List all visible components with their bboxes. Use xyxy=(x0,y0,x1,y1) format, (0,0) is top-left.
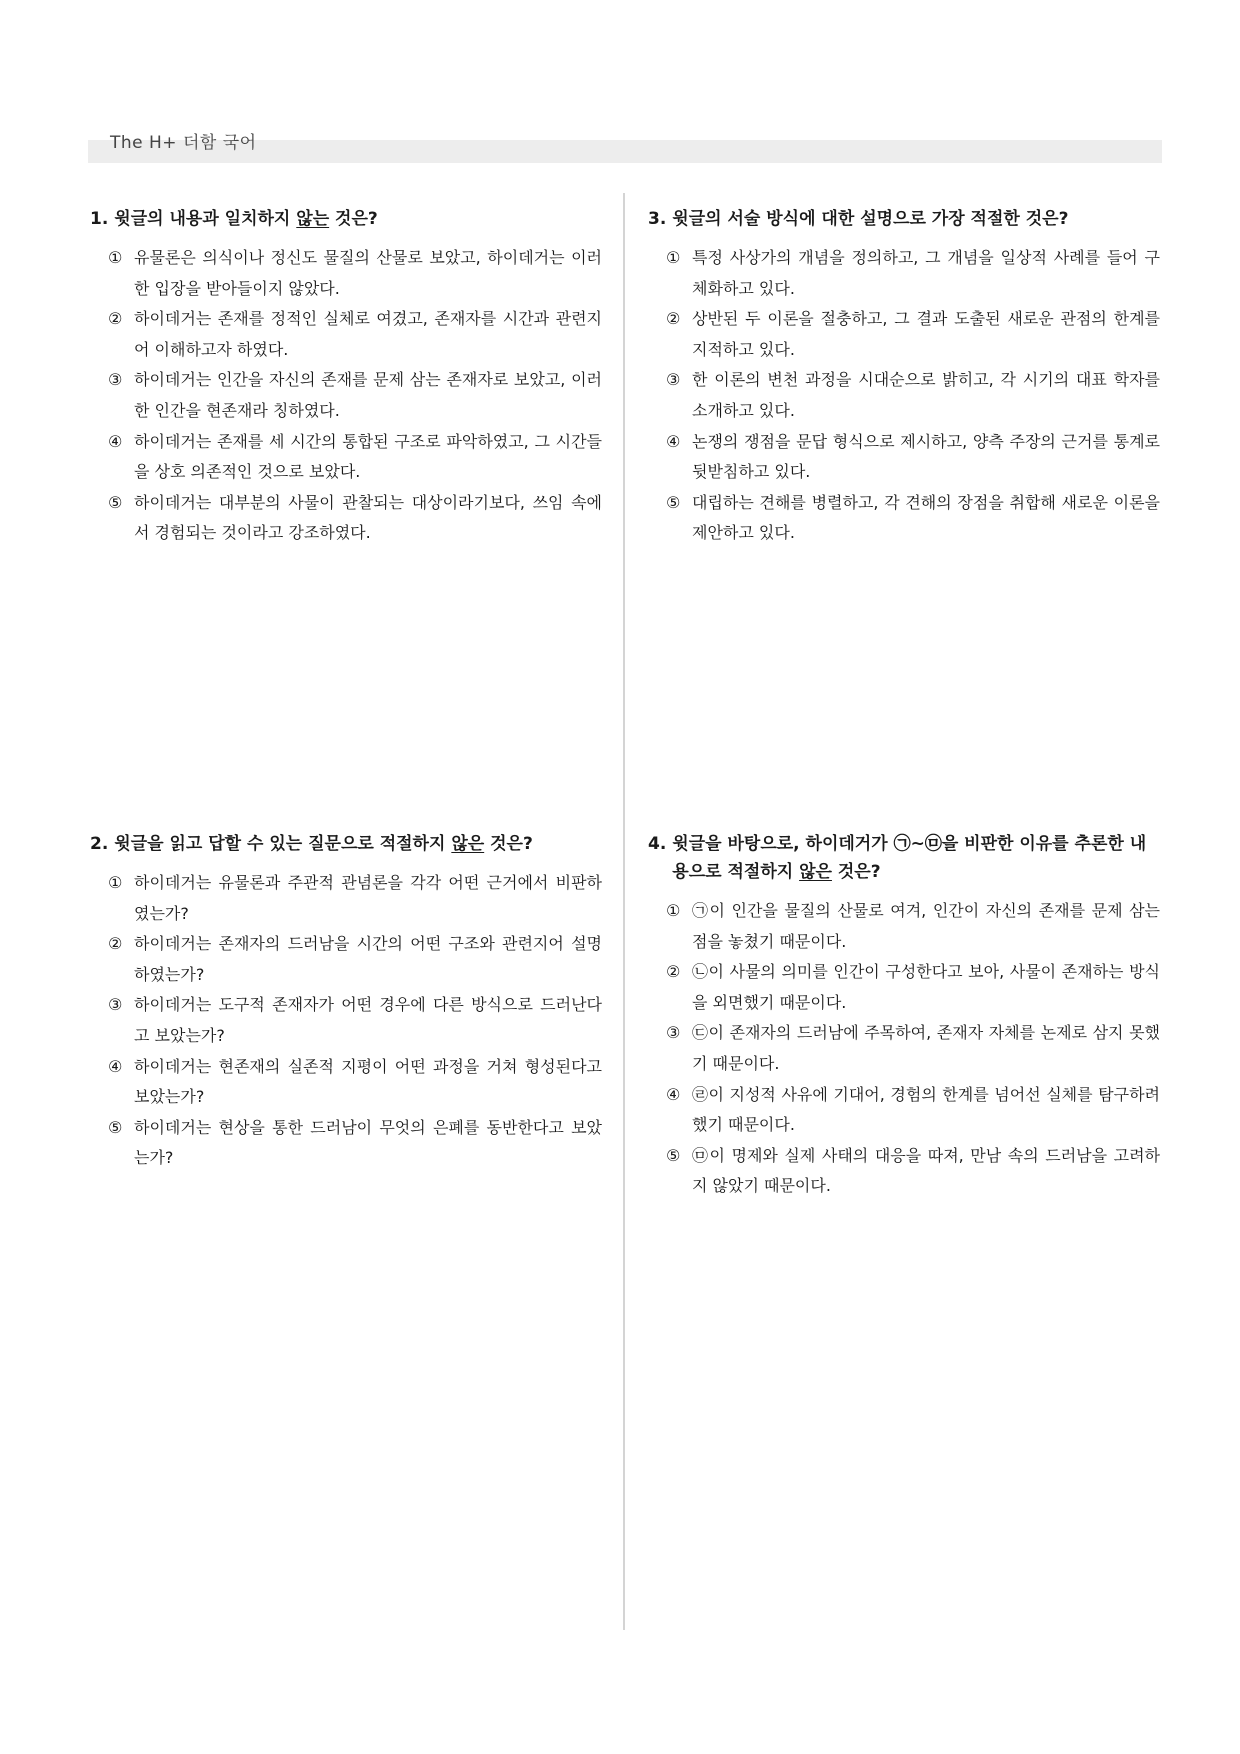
column-divider xyxy=(623,193,625,1630)
choice-4[interactable] xyxy=(90,1052,602,1113)
choice-text: 하이데거는 도구적 존재자가 어떤 경우에 다른 방식으로 드러난다고 보았는가? xyxy=(134,995,602,1045)
stem-underlined-word: 않은 xyxy=(451,834,485,854)
question-4-stem-text xyxy=(672,830,1160,886)
choice-1[interactable] xyxy=(90,243,602,304)
question-2-stem xyxy=(90,830,602,858)
stem-text-post: 것은? xyxy=(484,834,533,854)
choice-text: 하이데거는 대부분의 사물이 관찰되는 대상이라기보다, 쓰임 속에서 경험되는 것이라고 강조하였다. xyxy=(134,492,602,543)
choice-text: 한 이론의 변천 과정을 시대순으로 밝히고, 각 시기의 대표 학자를 소개하고 있다. xyxy=(692,370,1160,420)
choice-marker: ② xyxy=(666,962,681,982)
choice-3[interactable] xyxy=(648,365,1160,426)
choice-text: 하이데거는 현상을 통한 드러남이 무엇의 은폐를 동반한다고 보았는가? xyxy=(134,1117,602,1168)
choice-2[interactable] xyxy=(648,304,1160,365)
choice-text: ㉠이 인간을 물질의 산물로 여겨, 인간이 자신의 존재를 문제 삼는 점을 놓쳤기 때문이다. xyxy=(692,901,1160,951)
choice-marker: ① xyxy=(666,901,681,920)
stem-text-pre: 윗글의 내용과 일치하지 xyxy=(114,209,297,229)
choice-text: 상반된 두 이론을 절충하고, 그 결과 도출된 새로운 관점의 한계를 지적하고 있다. xyxy=(692,309,1160,359)
choice-marker: ⑤ xyxy=(108,492,123,512)
choice-marker: ⑤ xyxy=(666,1145,681,1165)
question-1-number: 1. xyxy=(90,209,109,229)
choice-marker: ③ xyxy=(666,1023,681,1043)
choice-4[interactable] xyxy=(90,427,602,488)
choice-marker: ② xyxy=(666,309,681,329)
choice-2[interactable] xyxy=(90,929,602,990)
choice-2[interactable] xyxy=(90,304,602,365)
choice-text: ㉣이 지성적 사유에 기대어, 경험의 한계를 넘어선 실체를 탐구하려 했기 때문이다. xyxy=(692,1084,1160,1135)
question-3-number: 3. xyxy=(648,209,667,229)
choice-marker: ④ xyxy=(108,1056,123,1076)
choice-text: 하이데거는 유물론과 주관적 관념론을 각각 어떤 근거에서 비판하였는가? xyxy=(134,873,602,923)
question-3-stem xyxy=(648,205,1160,233)
choice-text: ㉤이 명제와 실제 사태의 대응을 따져, 만남 속의 드러남을 고려하지 않았기 때문이다. xyxy=(692,1145,1160,1196)
question-4-number: 4. xyxy=(648,834,667,854)
choice-text: 하이데거는 존재를 세 시간의 통합된 구조로 파악하였고, 그 시간들을 상호 의존적인 것으로 보았다. xyxy=(134,431,602,482)
choice-text: 하이데거는 존재자의 드러남을 시간의 어떤 구조와 관련지어 설명하였는가? xyxy=(134,934,602,984)
question-1-stem xyxy=(90,205,602,233)
choice-2[interactable] xyxy=(648,957,1160,1018)
choice-1[interactable] xyxy=(648,896,1160,957)
choice-text: ㉡이 사물의 의미를 인간이 구성한다고 보아, 사물이 존재하는 방식을 외면했기 때문이다. xyxy=(692,962,1160,1012)
question-2 xyxy=(90,830,602,1174)
question-4-stem xyxy=(648,830,1160,886)
choice-marker: ① xyxy=(108,248,123,267)
question-2-stem-text xyxy=(114,830,602,858)
choice-5[interactable] xyxy=(90,488,602,549)
choice-text: 특정 사상가의 개념을 정의하고, 그 개념을 일상적 사례를 들어 구체화하고 있다. xyxy=(692,248,1160,298)
stem-text-pre: 윗글을 읽고 답할 수 있는 질문으로 적절하지 xyxy=(114,834,452,854)
question-1-stem-text xyxy=(114,205,602,233)
choice-text: 하이데거는 인간을 자신의 존재를 문제 삼는 존재자로 보았고, 이러한 인간을 현존재라 칭하였다. xyxy=(134,370,602,420)
question-3 xyxy=(648,205,1160,549)
choice-text: ㉢이 존재자의 드러남에 주목하여, 존재자 자체를 논제로 삼지 못했기 때문이다. xyxy=(692,1023,1160,1073)
choice-marker: ① xyxy=(108,873,123,892)
choice-marker: ⑤ xyxy=(108,1117,123,1137)
choice-4[interactable] xyxy=(648,427,1160,488)
choice-4[interactable] xyxy=(648,1080,1160,1141)
choice-5[interactable] xyxy=(648,1141,1160,1202)
page-header-title: The H+ 더함 국어 xyxy=(110,133,257,153)
choice-marker: ③ xyxy=(108,995,123,1015)
choice-marker: ④ xyxy=(666,431,681,451)
choice-text: 논쟁의 쟁점을 문답 형식으로 제시하고, 양측 주장의 근거를 통계로 뒷받침하고 있다. xyxy=(692,431,1160,482)
choice-marker: ① xyxy=(666,248,681,267)
stem-underlined-word: 않은 xyxy=(799,862,832,882)
choice-text: 하이데거는 존재를 정적인 실체로 여겼고, 존재자를 시간과 관련지어 이해하고자 하였다. xyxy=(134,309,602,359)
choice-marker: ③ xyxy=(666,370,681,390)
question-4 xyxy=(648,830,1160,1202)
choice-3[interactable] xyxy=(90,990,602,1051)
question-1 xyxy=(90,205,602,549)
stem-underlined-word: 않는 xyxy=(296,209,330,229)
choice-marker: ② xyxy=(108,934,123,954)
question-3-stem-text xyxy=(672,205,1160,233)
choice-text: 유물론은 의식이나 정신도 물질의 산물로 보았고, 하이데거는 이러한 입장을 받아들이지 않았다. xyxy=(134,248,602,298)
choice-text: 대립하는 견해를 병렬하고, 각 견해의 장점을 취합해 새로운 이론을 제안하고 있다. xyxy=(692,492,1160,543)
choice-marker: ④ xyxy=(108,431,123,451)
question-2-number: 2. xyxy=(90,834,109,854)
choice-3[interactable] xyxy=(90,365,602,426)
stem-text-post: 것은? xyxy=(329,209,378,229)
choice-marker: ② xyxy=(108,309,123,329)
stem-text-post: 것은? xyxy=(831,862,881,882)
stem-text-pre: 윗글을 바탕으로, 하이데거가 ㉠~㉤을 비판한 이유를 추론한 내용으로 적절하지 xyxy=(672,834,1147,882)
choice-1[interactable] xyxy=(648,243,1160,304)
choice-marker: ④ xyxy=(666,1084,681,1104)
choice-1[interactable] xyxy=(90,868,602,929)
choice-text: 하이데거는 현존재의 실존적 지평이 어떤 과정을 거쳐 형성된다고 보았는가? xyxy=(134,1056,602,1107)
choice-marker: ⑤ xyxy=(666,492,681,512)
stem-text-pre: 윗글의 서술 방식에 대한 설명으로 가장 적절한 것은? xyxy=(672,209,1069,229)
choice-3[interactable] xyxy=(648,1018,1160,1079)
choice-marker: ③ xyxy=(108,370,123,390)
choice-5[interactable] xyxy=(648,488,1160,549)
choice-5[interactable] xyxy=(90,1113,602,1174)
